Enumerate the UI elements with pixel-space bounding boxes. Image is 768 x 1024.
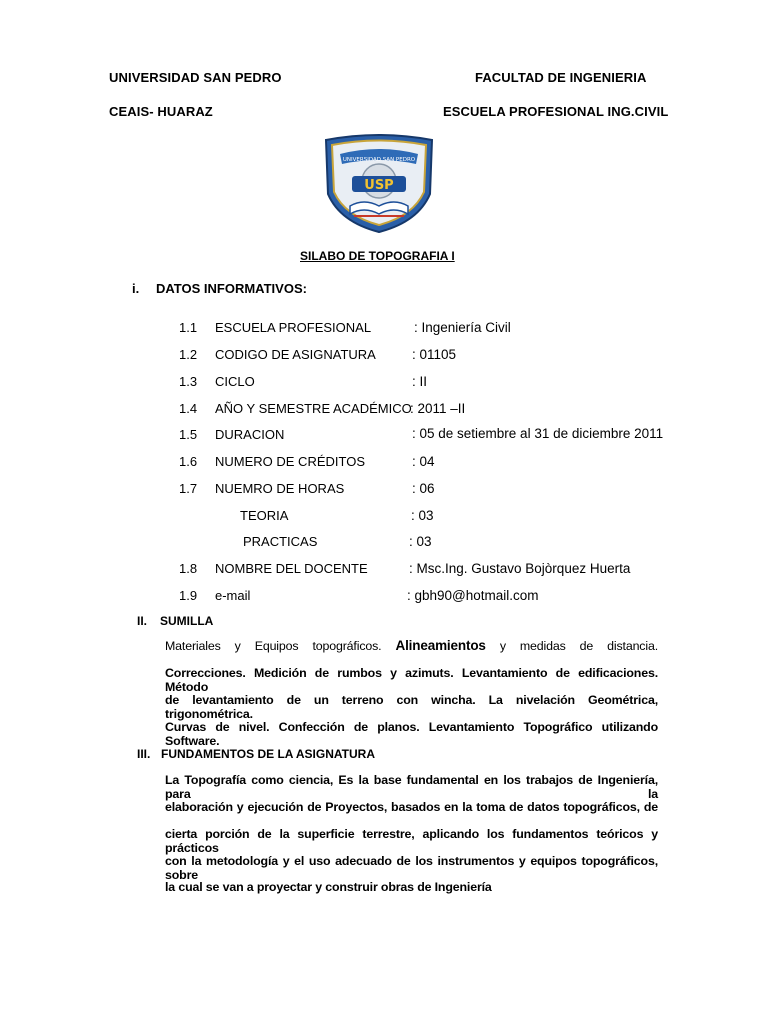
fundamentos-line: cierta porción de la superficie terrestre, aplicando los fundamentos teóricos y prácticos xyxy=(165,827,658,855)
university-name: UNIVERSIDAD SAN PEDRO xyxy=(109,70,282,85)
logo-banner: UNIVERSIDAD SAN PEDRO xyxy=(342,157,416,163)
info-label: PRACTICAS xyxy=(243,534,318,549)
info-value: : 01105 xyxy=(412,347,457,362)
info-label: e-mail xyxy=(215,588,251,603)
section3-heading: FUNDAMENTOS DE LA ASIGNATURA xyxy=(161,747,375,761)
section3-numeral: III. xyxy=(137,747,151,761)
info-value: : Msc.Ing. Gustavo Bojòrquez Huerta xyxy=(409,561,631,576)
fundamentos-line: elaboración y ejecución de Proyectos, basados en la toma de datos topográficos, de xyxy=(165,800,658,814)
school-name: ESCUELA PROFESIONAL ING.CIVIL xyxy=(443,104,669,119)
info-label: NUEMRO DE HORAS xyxy=(215,481,345,496)
sumilla-bold-term: Alineamientos xyxy=(395,638,486,653)
info-value: : gbh90@hotmail.com xyxy=(407,588,539,603)
info-num: 1.7 xyxy=(179,481,198,496)
info-value: : 04 xyxy=(412,454,435,469)
fundamentos-line: La Topografía como ciencia, Es la base fundamental en los trabajos de Ingeniería, para la xyxy=(165,773,658,801)
info-label: CODIGO DE ASIGNATURA xyxy=(215,347,376,362)
info-value: : 2011 –II xyxy=(410,401,466,416)
info-value: : 03 xyxy=(409,534,432,549)
info-num: 1.3 xyxy=(179,374,198,389)
info-label: DURACION xyxy=(215,427,285,442)
info-value: : II xyxy=(412,374,428,389)
info-num: 1.4 xyxy=(179,401,198,416)
sumilla-line xyxy=(165,638,658,653)
info-value: : 03 xyxy=(411,508,434,523)
document-title: SILABO DE TOPOGRAFIA I xyxy=(300,249,455,263)
info-value: : 05 de setiembre al 31 de diciembre 2011 xyxy=(412,426,664,441)
info-label: AÑO Y SEMESTRE ACADÉMICO xyxy=(215,401,412,416)
logo-text: USP xyxy=(364,178,394,193)
university-logo xyxy=(318,134,440,234)
info-num: 1.6 xyxy=(179,454,198,469)
faculty-name: FACULTAD DE INGENIERIA xyxy=(475,70,647,85)
info-num: 1.2 xyxy=(179,347,198,362)
info-label: NOMBRE DEL DOCENTE xyxy=(215,561,368,576)
info-label: CICLO xyxy=(215,374,255,389)
info-label: NUMERO DE CRÉDITOS xyxy=(215,454,365,469)
info-label: TEORIA xyxy=(240,508,289,523)
sumilla-text-c: y medidas de distancia. xyxy=(499,639,658,653)
info-num: 1.5 xyxy=(179,427,198,442)
sumilla-line: Correcciones. Medición de rumbos y azimuts. Levantamiento de edificaciones. Método xyxy=(165,666,658,694)
info-num: 1.1 xyxy=(179,320,198,335)
section2-numeral: II. xyxy=(137,614,148,628)
fundamentos-line: con la metodología y el uso adecuado de los instrumentos y equipos topográficos, sobre xyxy=(165,854,658,882)
info-num: 1.9 xyxy=(179,588,198,603)
info-value: : Ingeniería Civil xyxy=(414,320,511,335)
sumilla-text-a: Materiales y Equipos topográficos. xyxy=(165,639,382,653)
section1-numeral: i. xyxy=(132,281,140,296)
section1-heading: DATOS INFORMATIVOS: xyxy=(156,281,307,296)
info-label: ESCUELA PROFESIONAL xyxy=(215,320,372,335)
section2-heading: SUMILLA xyxy=(160,614,214,628)
campus-name: CEAIS- HUARAZ xyxy=(109,104,213,119)
sumilla-line: Curvas de nivel. Confección de planos. Levantamiento Topográfico utilizando Software. xyxy=(165,720,658,748)
info-num: 1.8 xyxy=(179,561,198,576)
sumilla-line: de levantamiento de un terreno con wincha. La nivelación Geométrica, trigonométrica. xyxy=(165,693,658,721)
info-value: : 06 xyxy=(412,481,435,496)
fundamentos-line: la cual se van a proyectar y construir obras de Ingeniería xyxy=(165,880,492,894)
